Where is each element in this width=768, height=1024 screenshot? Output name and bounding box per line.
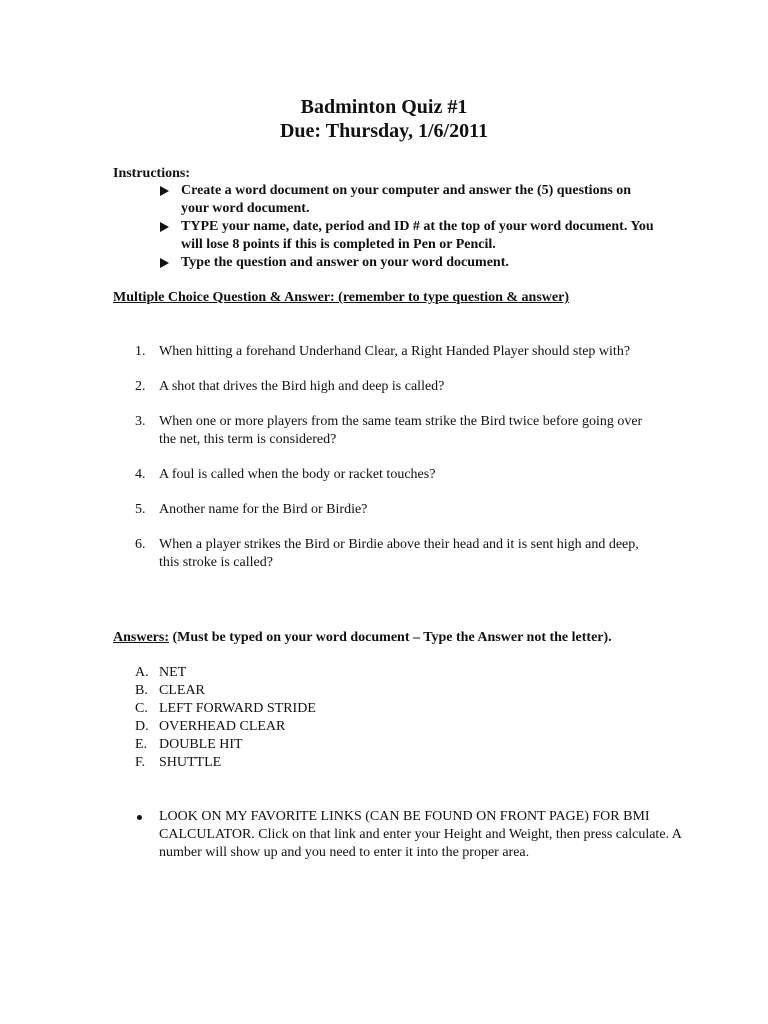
- answer-text: LEFT FORWARD STRIDE: [159, 701, 316, 716]
- answer-text: DOUBLE HIT: [159, 737, 243, 752]
- question-number: 3.: [135, 414, 146, 429]
- question-text: A shot that drives the Bird high and deep is called?: [159, 379, 445, 394]
- answer-text: CLEAR: [159, 683, 205, 698]
- question-text: When hitting a forehand Underhand Clear, a Right Handed Player should step with?: [159, 344, 631, 359]
- answer-letter: A.: [135, 665, 149, 680]
- question-text: A foul is called when the body or racket touches?: [159, 467, 436, 482]
- answer-item: [135, 700, 535, 718]
- answer-item: [135, 736, 535, 754]
- question-number: 4.: [135, 467, 146, 482]
- quiz-title: Badminton Quiz #1: [300, 96, 468, 118]
- round-bullet-icon: [137, 815, 142, 820]
- answer-letter: F.: [135, 755, 146, 770]
- answer-item: [135, 682, 535, 700]
- instructions-label: Instructions:: [113, 166, 191, 181]
- question-item: [135, 466, 655, 484]
- due-date: Due: Thursday, 1/6/2011: [279, 120, 489, 142]
- arrow-bullet-icon: [160, 222, 169, 232]
- answer-letter: C.: [135, 701, 148, 716]
- instruction-item: [160, 182, 660, 218]
- answers-heading-instruction: (Must be typed on your word document – Type the Answer not the letter).: [169, 630, 612, 645]
- question-text: When a player strikes the Bird or Birdie above their head and it is sent high and deep, this stroke is called?: [159, 537, 639, 570]
- answers-heading: [113, 629, 612, 647]
- question-item: [135, 343, 655, 361]
- instruction-text: Create a word document on your computer and answer the (5) questions on your word document.: [181, 183, 632, 216]
- answer-letter: E.: [135, 737, 148, 752]
- question-item: [135, 501, 655, 519]
- bmi-note-text: LOOK ON MY FAVORITE LINKS (CAN BE FOUND ON FRONT PAGE) FOR BMI CALCULATOR. Click on that link and enter your Height and Weight, then press calculate. A number will show up and you need to enter it into the proper area.: [159, 809, 682, 860]
- bmi-note: [135, 808, 684, 862]
- answers-list: [135, 664, 535, 772]
- questions-list: [135, 343, 655, 589]
- answer-item: [135, 754, 535, 772]
- instructions-list: [160, 182, 660, 272]
- question-item: [135, 378, 655, 396]
- question-item: [135, 536, 655, 572]
- answer-text: SHUTTLE: [159, 755, 222, 770]
- answer-text: NET: [159, 665, 187, 680]
- answer-letter: B.: [135, 683, 148, 698]
- instruction-text: Type the question and answer on your word document.: [181, 255, 509, 270]
- question-item: [135, 413, 655, 449]
- question-number: 1.: [135, 344, 146, 359]
- answer-text: OVERHEAD CLEAR: [159, 719, 286, 734]
- answer-letter: D.: [135, 719, 149, 734]
- question-number: 2.: [135, 379, 146, 394]
- instruction-item: [160, 218, 660, 254]
- answer-item: [135, 664, 535, 682]
- question-number: 6.: [135, 537, 146, 552]
- instruction-item: [160, 254, 660, 272]
- arrow-bullet-icon: [160, 186, 169, 196]
- multiple-choice-heading: Multiple Choice Question & Answer: (remember to type question & answer): [113, 290, 569, 305]
- instruction-text: TYPE your name, date, period and ID # at the top of your word document. You will lose 8 points if this is completed in Pen or Pencil.: [181, 219, 654, 252]
- question-number: 5.: [135, 502, 146, 517]
- answers-heading-label: Answers:: [113, 630, 169, 645]
- arrow-bullet-icon: [160, 258, 169, 268]
- answer-item: [135, 718, 535, 736]
- question-text: When one or more players from the same team strike the Bird twice before going over the net, this term is considered?: [159, 414, 643, 447]
- question-text: Another name for the Bird or Birdie?: [159, 502, 368, 517]
